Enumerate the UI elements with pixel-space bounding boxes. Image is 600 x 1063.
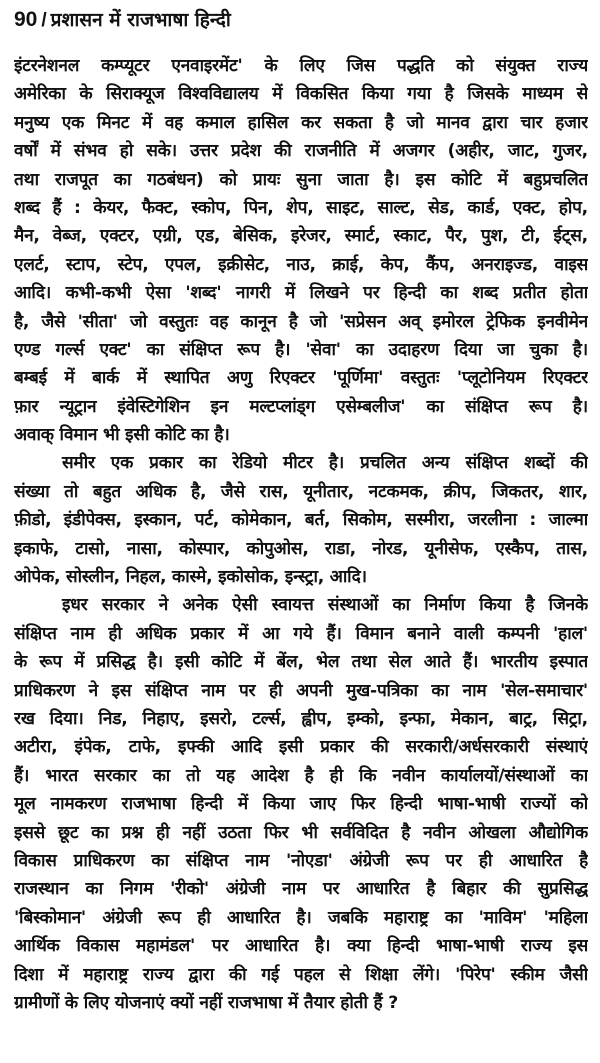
text-line: मैन, वेब्ज, एक्टर, एग्री, एड, बेसिक, इरेजर, स्मार्ट, स्काट, पैर, पुश, टी, ईट्स,	[14, 226, 588, 247]
text-line: ग्रामीणों के लिए योजनाएं क्यों नहीं राजभाषा में तैयार होती हैं ?	[14, 992, 398, 1013]
paragraph-start-line: समीर एक प्रकार का रेडियो मीटर है। प्रचलित अन्य संक्षिप्त शब्दों की	[62, 453, 588, 474]
text-line: तथा राजपूत का गठबंधन) को प्रायः सुना जाता है। इस कोटि में बहुप्रचलित	[14, 169, 588, 190]
text-line: राजस्थान का निगम 'रीको' अंग्रेजी नाम पर आधारित है बिहार की सुप्रसिद्ध	[14, 879, 588, 900]
text-line: अमेरिका के सिराक्यूज विश्वविद्यालय में विकसित किया गया है जिसके माध्यम से	[14, 84, 588, 105]
paragraph-start-line: इधर सरकार ने अनेक ऐसी स्वायत्त संस्थाओं का निर्माण किया है जिनके	[62, 595, 588, 616]
text-line: प्राधिकरण ने इस संक्षिप्त नाम पर ही अपनी मुख-पत्रिका का नाम 'सेल-समाचार'	[14, 680, 588, 701]
running-head	[14, 6, 231, 32]
text-line: वर्षों में संभव हो सके। उत्तर प्रदेश की राजनीति में अजगर (अहीर, जाट, गुजर,	[14, 141, 588, 162]
text-line: संख्या तो बहुत अधिक है, जैसे रास, यूनीतार, नटकमक, क्रीप, जिकतर, शार,	[14, 481, 588, 502]
text-line: एलर्ट, स्टाप, स्टेप, एपल, इक्रीसेट, नाउ, क्राई, केप, कैंप, अनराइज्ड, वाइस	[14, 254, 588, 275]
text-line: आर्थिक विकास महामंडल' पर आधारित है। क्या हिन्दी भाषा-भाषी राज्य इस	[14, 936, 588, 957]
text-line: इकाफे, टासो, नासा, कोस्पार, कोपुओस, राडा, नोरड, यूनीसेफ, एस्कैप, तास,	[14, 538, 588, 559]
text-line: रख दिया। निड, निहाए, इसरो, टर्ल्स, ह्वीप, इम्को, इन्फा, मेकान, बाट्र, सिट्रा,	[14, 708, 588, 729]
text-line: इंटरनेशनल कम्प्यूटर एनवाइरमेंट' के लिए जिस पद्धति को संयुक्त राज्य	[14, 56, 588, 76]
text-line: अटीरा, इंपेक, टाफे, इफ्की आदि इसी प्रकार की सरकारी/अर्धसरकारी संस्थाएं	[14, 737, 588, 758]
text-line: विकास प्राधिकरण का संक्षिप्त नाम 'नोएडा' अंग्रेजी रूप पर ही आधारित है	[14, 850, 588, 871]
text-line: आदि। कभी-कभी ऐसा 'शब्द' नागरी में लिखने पर हिन्दी का शब्द प्रतीत होता	[14, 283, 588, 304]
text-line: दिशा में महाराष्ट्र राज्य द्वारा की गई पहल से शिक्षा लेंगे। 'पिरेप' स्कीम जैसी	[14, 964, 588, 985]
text-line: संक्षिप्त नाम ही अधिक प्रकार में आ गये हैं। विमान बनाने वाली कम्पनी 'हाल'	[14, 623, 588, 644]
text-line: हैं। भारत सरकार का तो यह आदेश है ही कि नवीन कार्यालयों/संस्थाओं का	[14, 765, 588, 786]
text-line: इससे छूट का प्रश्न ही नहीं उठता फिर भी सर्वविदित है नवीन ओखला औद्योगिक	[14, 822, 588, 843]
body-text	[14, 52, 588, 1017]
page-number: 90	[14, 8, 38, 31]
text-line: ओपेक, सोस्लीन, निहल, कास्मे, इकोसोक, इन्स्ट्रा, आदि।	[14, 567, 367, 588]
text-line: अवाक् विमान भी इसी कोटि का है।	[14, 425, 230, 446]
text-line: के रूप में प्रसिद्ध है। इसी कोटि में बेंल, भेल तथा सेल आते हैं। भारतीय इस्पात	[14, 652, 588, 673]
text-line: फ़ार न्यूट्रान इंवेस्टिगेशिन इन मल्टप्लांड्ग एसेम्बलीज' का संक्षिप्त रूप है।	[14, 396, 588, 417]
text-line: 'बिस्कोमान' अंग्रेजी रूप ही आधारित है। जबकि महाराष्ट्र का 'माविम' 'महिला	[14, 907, 588, 928]
text-line: मूल नामकरण राजभाषा हिन्दी में किया जाए फिर हिन्दी भाषा-भाषी राज्यों को	[14, 794, 588, 815]
text-line: फ़ीडो, इंडीपेक्स, इस्कान, पर्ट, कोमेकान, बर्त, सिकोम, सस्मीरा, जरलीना : जाल्मा	[14, 510, 588, 531]
book-title: प्रशासन में राजभाषा हिन्दी	[50, 9, 231, 31]
text-line: है, जैसे 'सीता' जो वस्तुतः वह कानून है जो 'सप्रेसन अव् इमोरल ट्रेफिक इनवीमेन	[14, 311, 588, 332]
text-line: शब्द हैं : केयर, फैक्ट, स्कोप, पिन, शेप, साइट, साल्ट, सेड, कार्ड, एक्ट, होप,	[14, 197, 588, 218]
text-line: मनुष्य एक मिनट में वह कमाल हासिल कर सकता है जो मानव द्वारा चार हजार	[14, 112, 588, 133]
head-separator: /	[41, 10, 47, 31]
text-line: बम्बई में बार्क में स्थापित अणु रिएक्टर 'पूर्णिमा' वस्तुतः 'प्लूटोनियम रिएक्टर	[14, 368, 588, 389]
text-line: एण्ड गर्ल्स एक्ट' का संक्षिप्त रूप है। 'सेवा' का उदाहरण दिया जा चुका है।	[14, 339, 588, 360]
